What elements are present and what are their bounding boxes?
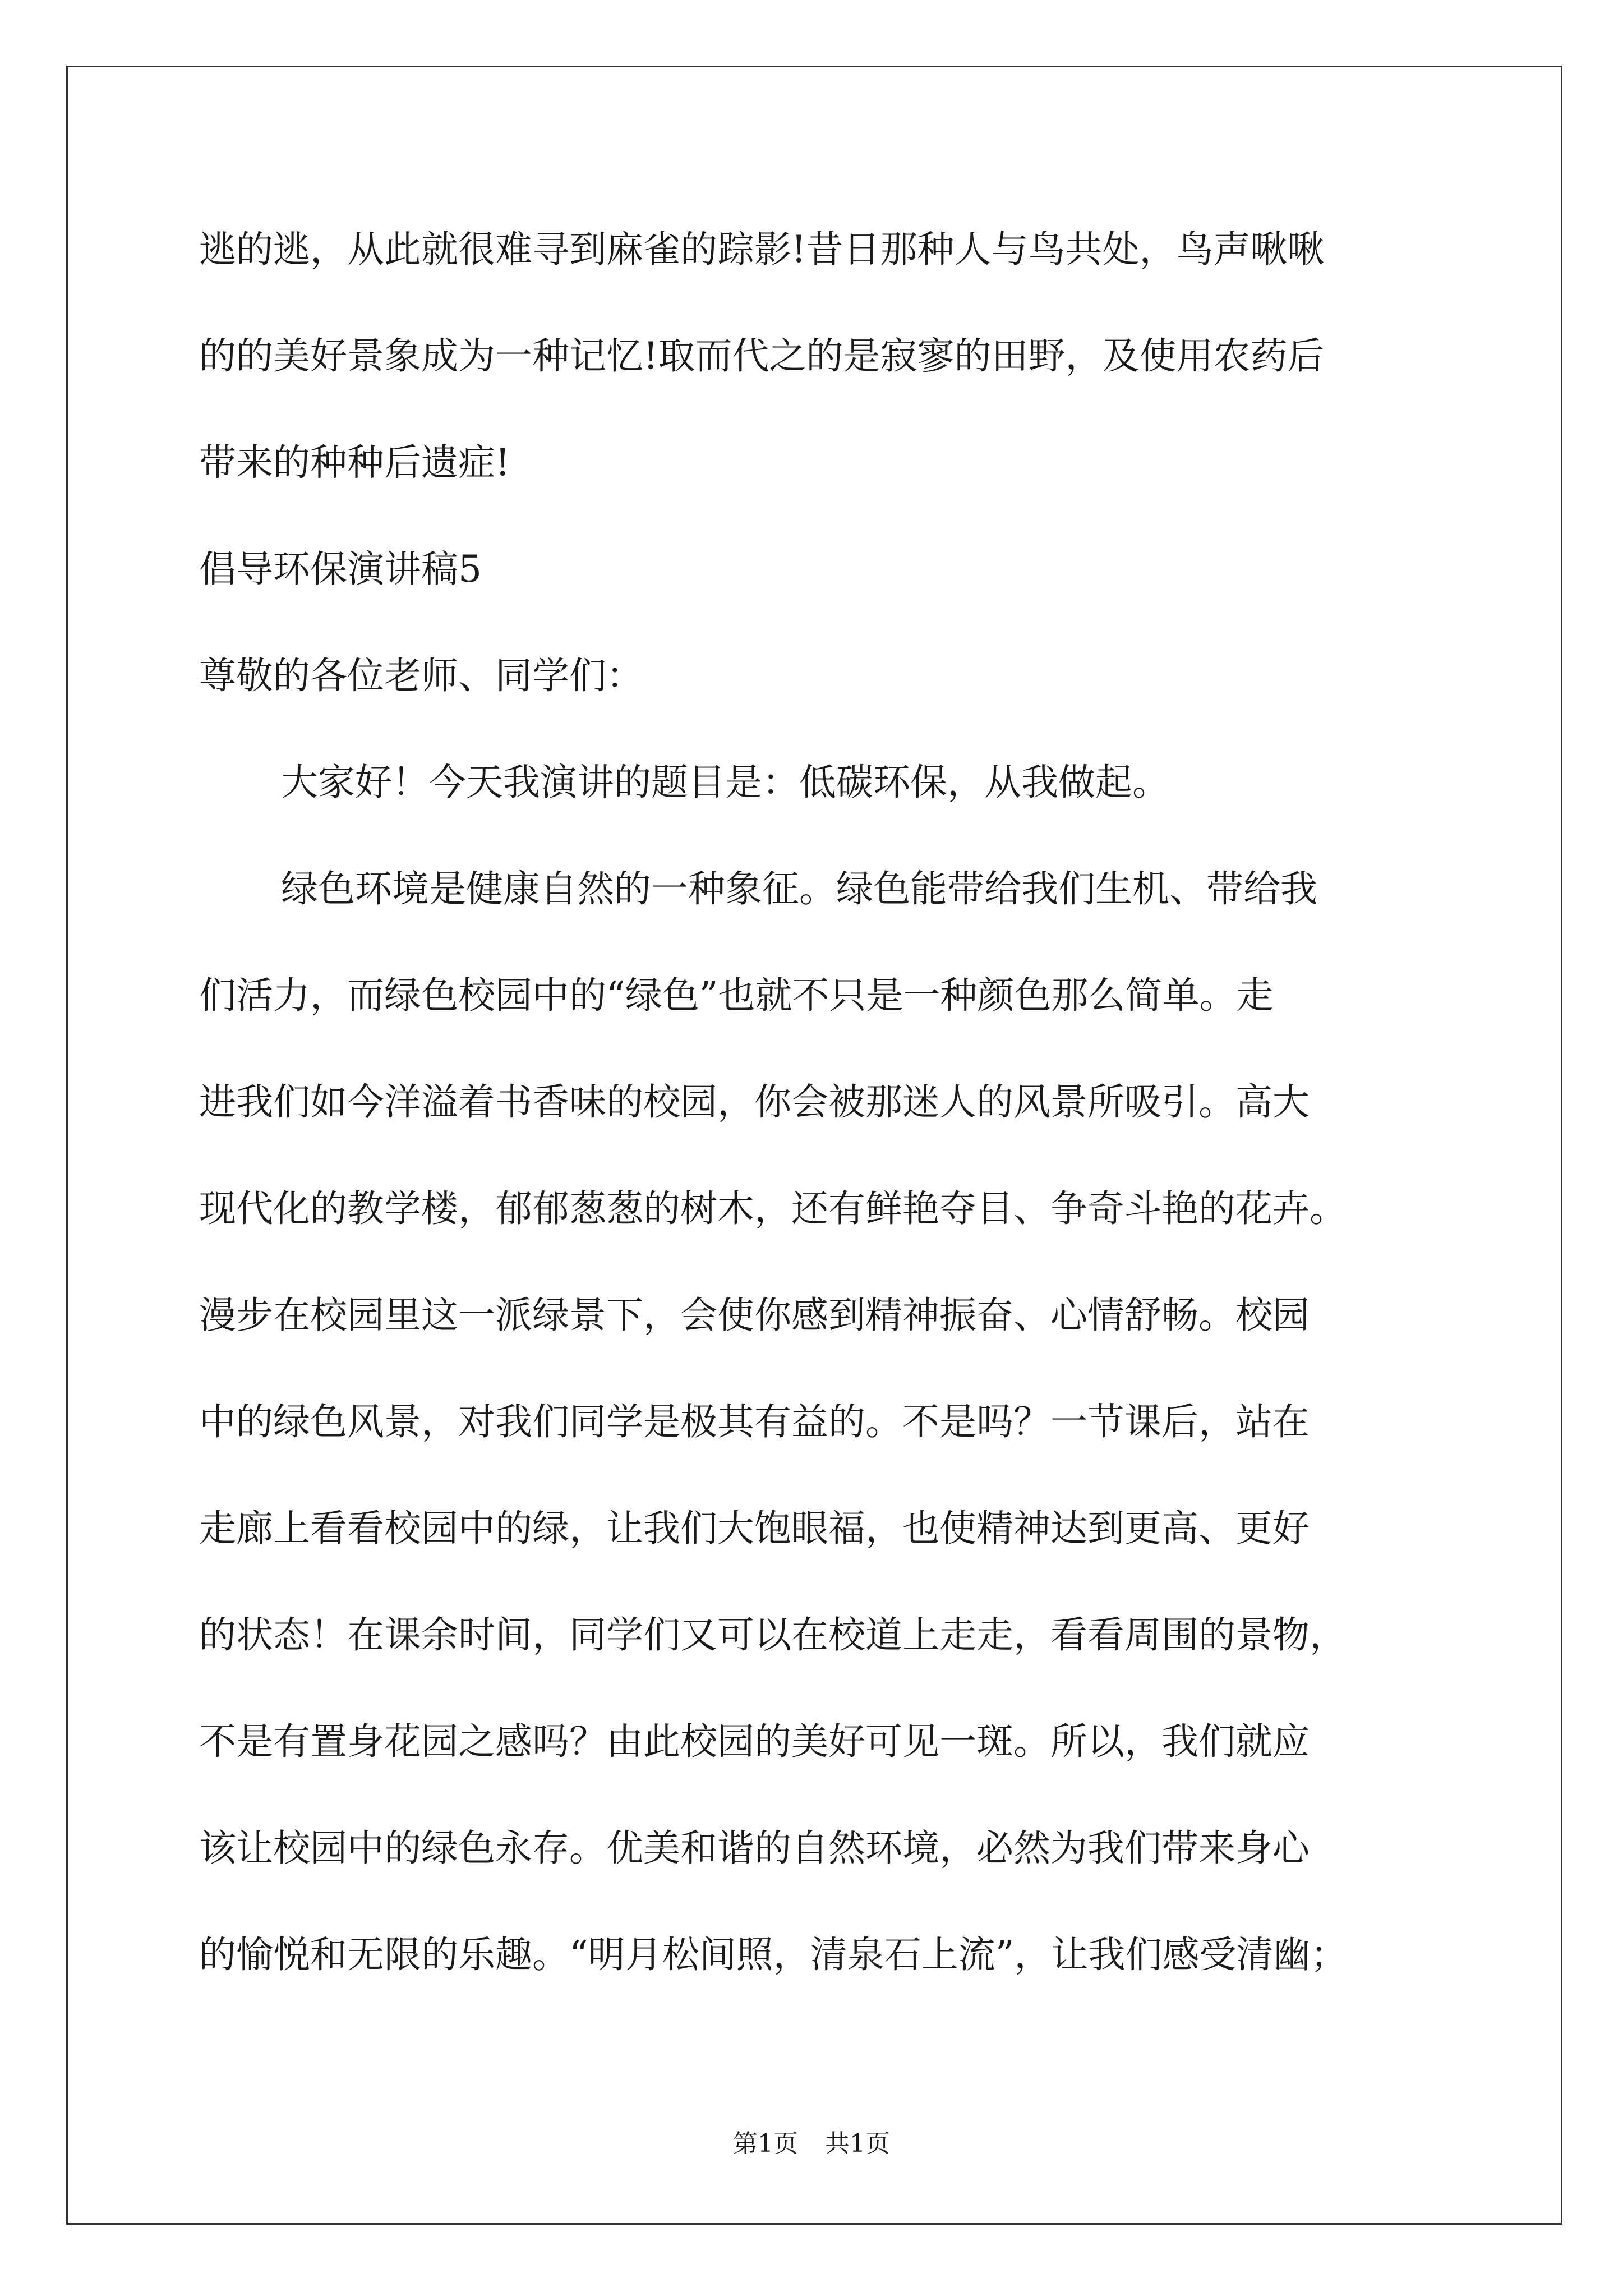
- text-line: 们活力，而绿色校园中的“绿色”也就不只是一种颜色那么简单。走: [199, 974, 1274, 1017]
- page-number-current: 第1页: [733, 2129, 798, 2158]
- text-line: 进我们如今洋溢着书香味的校园，你会被那迷人的风景所吸引。高大: [199, 1080, 1310, 1124]
- text-line: 逃的逃，从此就很难寻到麻雀的踪影!昔日那种人与鸟共处，鸟声啾啾: [199, 228, 1325, 271]
- document-body: [199, 222, 1455, 2033]
- page-footer: [0, 2123, 1623, 2159]
- text-line: 绿色环境是健康自然的一种象征。绿色能带给我们生机、带给我: [281, 867, 1317, 910]
- text-line: 的的美好景象成为一种记忆!取而代之的是寂寥的田野，及使用农药后: [199, 334, 1325, 378]
- text-line: 现代化的教学楼，郁郁葱葱的树木，还有鲜艳夺目、争奇斗艳的花卉。: [199, 1187, 1347, 1230]
- text-line: 漫步在校园里这一派绿景下，会使你感到精神振奋、心情舒畅。校园: [199, 1294, 1310, 1337]
- text-line: 不是有置身花园之感吗？由此校园的美好可见一斑。所以，我们就应: [199, 1720, 1310, 1763]
- page-number-total: 共1页: [825, 2129, 890, 2158]
- text-line: 带来的种种后遗症!: [199, 441, 510, 484]
- salutation: 尊敬的各位老师、同学们：: [199, 654, 643, 697]
- text-line: 的状态！在课余时间，同学们又可以在校道上走走，看看周围的景物，: [199, 1613, 1347, 1657]
- section-heading: 倡导环保演讲稿5: [199, 547, 482, 591]
- text-line: 大家好！今天我演讲的题目是：低碳环保，从我做起。: [281, 761, 1169, 804]
- text-line: 走廊上看看校园中的绿，让我们大饱眼福，也使精神达到更高、更好: [199, 1507, 1310, 1550]
- text-line: 的愉悦和无限的乐趣。“明月松间照，清泉石上流”，让我们感受清幽；: [199, 1933, 1348, 1976]
- text-line: 该让校园中的绿色永存。优美和谐的自然环境，必然为我们带来身心: [199, 1826, 1310, 1870]
- text-line: 中的绿色风景，对我们同学是极其有益的。不是吗？一节课后，站在: [199, 1400, 1310, 1443]
